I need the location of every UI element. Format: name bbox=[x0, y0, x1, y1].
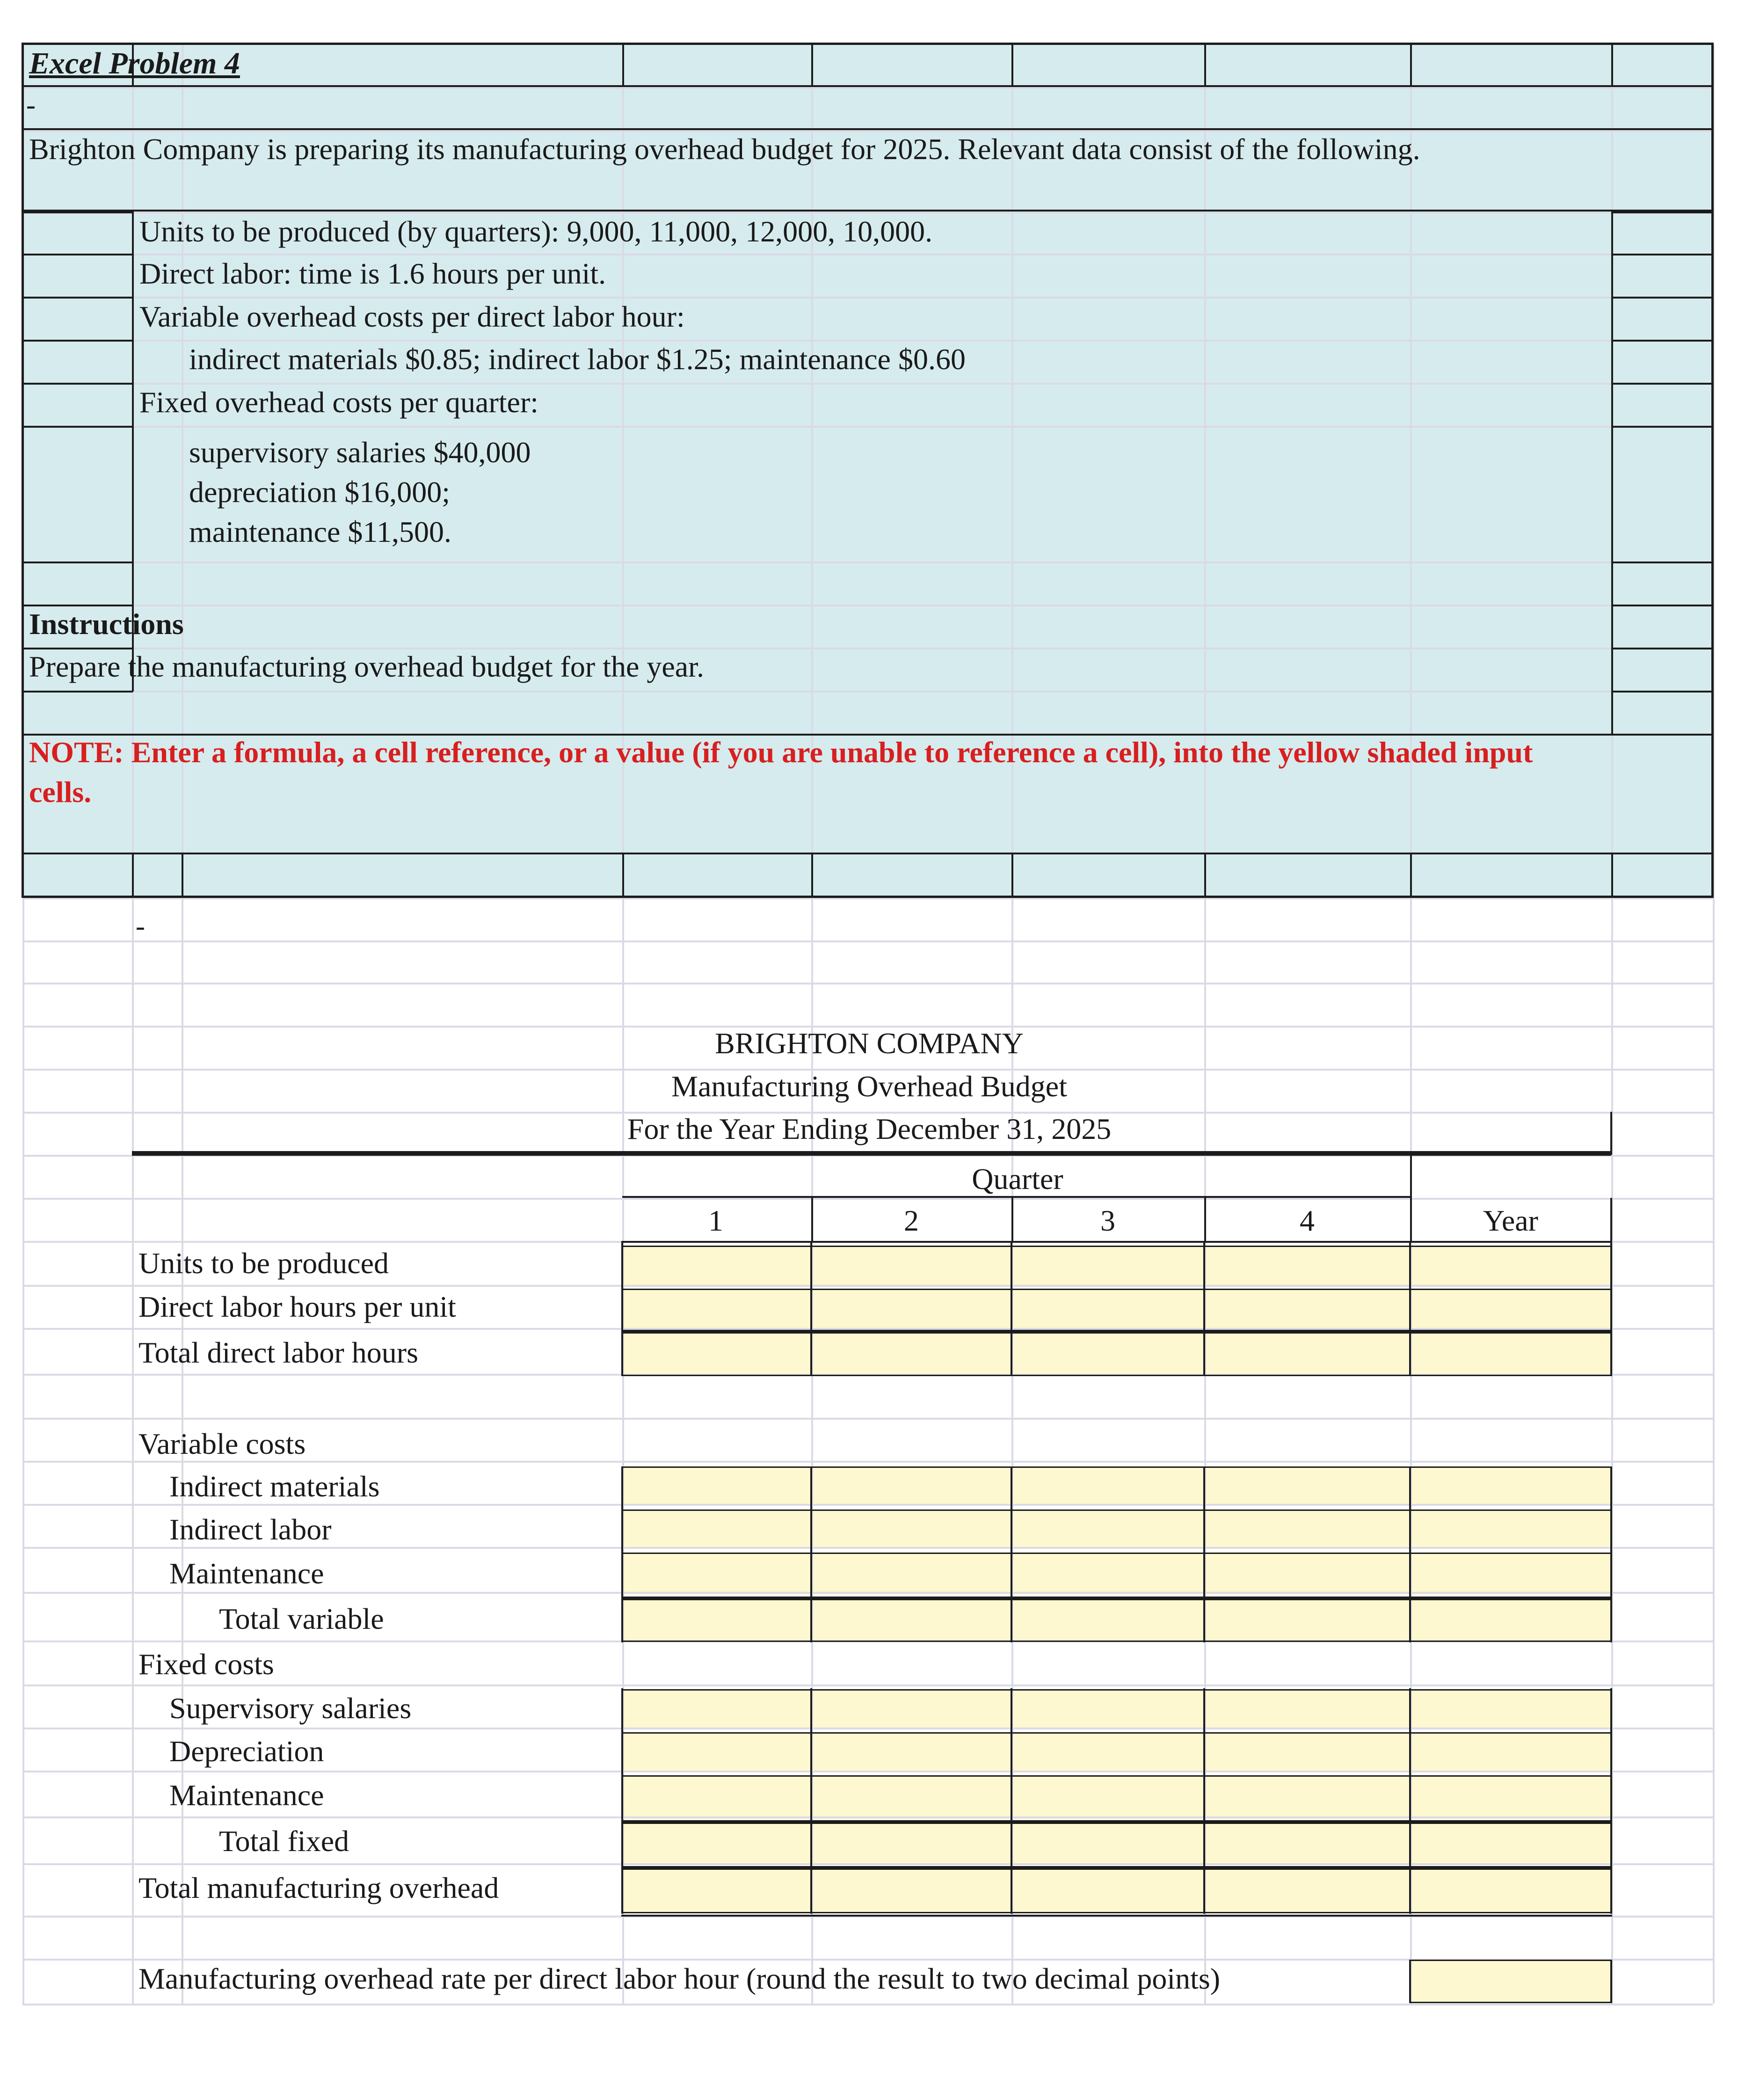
input-col-border bbox=[621, 1688, 623, 1914]
input-row-border bbox=[621, 1509, 1612, 1511]
header-cell-border bbox=[1410, 43, 1412, 86]
row-label-supervisory-salaries: Supervisory salaries bbox=[169, 1692, 412, 1725]
grid-row-line bbox=[22, 983, 1713, 984]
grid-row-line bbox=[22, 605, 1713, 606]
grid-row-line bbox=[22, 1592, 1713, 1594]
input-col-border bbox=[1409, 1688, 1411, 1914]
header-cell-border bbox=[182, 853, 183, 897]
grid-row-line bbox=[22, 383, 1713, 385]
input-cell-maintenance-variable-q4[interactable] bbox=[1204, 1553, 1410, 1595]
column-header-q4: 4 bbox=[1300, 1204, 1315, 1237]
right-box-divider bbox=[1611, 211, 1613, 735]
input-col-border bbox=[1610, 1241, 1612, 1376]
column-header-year: Year bbox=[1483, 1204, 1538, 1237]
header-cell-border bbox=[1204, 853, 1206, 897]
input-cell-units-q3[interactable] bbox=[1011, 1247, 1204, 1285]
grid-row-line bbox=[22, 1504, 1713, 1506]
right-box-line bbox=[1611, 383, 1713, 385]
grid-row-line bbox=[22, 561, 1713, 563]
rate-cell-border bbox=[1409, 1960, 1411, 2003]
title-right-border bbox=[1610, 1112, 1612, 1155]
input-row-border bbox=[621, 1775, 1612, 1777]
data-box-line bbox=[22, 383, 133, 385]
input-cell-total-dlh-q2[interactable] bbox=[811, 1333, 1011, 1376]
subtotal-border bbox=[621, 1866, 1612, 1870]
data-box-line bbox=[22, 297, 133, 299]
data-direct-labor: Direct labor: time is 1.6 hours per unit. bbox=[139, 257, 606, 290]
column-header-q2: 2 bbox=[904, 1204, 919, 1237]
input-col-border bbox=[1203, 1688, 1205, 1914]
right-box-line bbox=[1611, 211, 1713, 213]
data-units: Units to be produced (by quarters): 9,000, 11,000, 12,000, 10,000. bbox=[139, 215, 933, 248]
input-cell-total-overhead-q1[interactable] bbox=[622, 1869, 811, 1913]
data-variable-rates: indirect materials $0.85; indirect labor $1.25; maintenance $0.60 bbox=[189, 343, 966, 376]
input-col-border bbox=[1610, 1688, 1612, 1914]
grid-row-line bbox=[22, 426, 1713, 428]
input-cell-total-variable-year[interactable] bbox=[1410, 1599, 1611, 1641]
data-fixed-depreciation: depreciation $16,000; bbox=[189, 475, 451, 509]
input-cell-maintenance-variable-year[interactable] bbox=[1410, 1553, 1611, 1595]
panel-border bbox=[22, 210, 1713, 211]
column-header-q1: 1 bbox=[708, 1204, 723, 1237]
row-label-total-overhead: Total manufacturing overhead bbox=[138, 1871, 499, 1904]
input-cell-total-variable-q3[interactable] bbox=[1011, 1599, 1204, 1641]
row-label-maintenance-variable: Maintenance bbox=[169, 1557, 324, 1590]
input-row-border bbox=[621, 1641, 1612, 1642]
data-box-line bbox=[22, 254, 133, 255]
grid-row-line bbox=[22, 2004, 1713, 2005]
grid-row-line bbox=[22, 340, 1713, 342]
grid-row-line bbox=[22, 297, 1713, 299]
subtotal-border bbox=[621, 1330, 1612, 1334]
input-cell-units-q1[interactable] bbox=[622, 1247, 811, 1285]
input-cell-indirect-labor-year[interactable] bbox=[1410, 1510, 1611, 1549]
row-label-fixed-costs: Fixed costs bbox=[138, 1648, 274, 1681]
note-line-1: NOTE: Enter a formula, a cell reference, or a value (if you are unable to reference a cell), into the yellow shaded input bbox=[29, 736, 1533, 769]
panel-border-top bbox=[22, 43, 1713, 45]
row-label-units: Units to be produced bbox=[138, 1247, 389, 1280]
row-label-total-dlh: Total direct labor hours bbox=[138, 1336, 418, 1369]
right-box-line bbox=[1611, 561, 1713, 563]
header-cell-border bbox=[622, 43, 624, 86]
input-col-border bbox=[1011, 1688, 1012, 1914]
data-box-line bbox=[22, 211, 133, 213]
data-fixed-maintenance: maintenance $11,500. bbox=[189, 515, 451, 548]
company-name: BRIGHTON COMPANY bbox=[715, 1027, 1024, 1060]
panel-border-bottom bbox=[22, 896, 1713, 898]
input-cell-total-dlh-year[interactable] bbox=[1410, 1333, 1611, 1376]
input-row-border bbox=[621, 1689, 1612, 1691]
input-cell-total-overhead-q2[interactable] bbox=[811, 1869, 1011, 1913]
subtotal-border bbox=[621, 1597, 1612, 1600]
input-cell-indirect-materials-q1[interactable] bbox=[622, 1467, 811, 1506]
budget-period: For the Year Ending December 31, 2025 bbox=[627, 1112, 1112, 1145]
header-cell-border bbox=[1410, 853, 1412, 897]
header-cell-border bbox=[811, 853, 813, 897]
row-dash: - bbox=[26, 89, 36, 120]
input-cell-maintenance-fixed-q1[interactable] bbox=[622, 1776, 811, 1819]
data-fixed-heading: Fixed overhead costs per quarter: bbox=[139, 386, 539, 419]
input-cell-total-dlh-q1[interactable] bbox=[622, 1333, 811, 1376]
input-cell-depreciation-q1[interactable] bbox=[622, 1733, 811, 1772]
input-cell-maintenance-fixed-q4[interactable] bbox=[1204, 1776, 1410, 1819]
input-cell-supervisory-salaries-q2[interactable] bbox=[811, 1690, 1011, 1728]
input-cell-maintenance-fixed-q2[interactable] bbox=[811, 1776, 1011, 1819]
input-cell-indirect-labor-q1[interactable] bbox=[622, 1510, 811, 1549]
input-col-border bbox=[1409, 1466, 1411, 1642]
input-cell-indirect-materials-q4[interactable] bbox=[1204, 1467, 1410, 1506]
grid-row-line bbox=[22, 1728, 1713, 1729]
grid-row-line bbox=[22, 254, 1713, 255]
right-box-line bbox=[1611, 691, 1713, 693]
grid-row-line bbox=[22, 1461, 1713, 1463]
row-label-variable-costs: Variable costs bbox=[138, 1427, 306, 1460]
input-col-border bbox=[1610, 1466, 1612, 1642]
input-cell-dlh-per-unit-q1[interactable] bbox=[622, 1290, 811, 1328]
input-cell-supervisory-salaries-q4[interactable] bbox=[1204, 1690, 1410, 1728]
row-dash-2: - bbox=[136, 911, 145, 941]
input-cell-units-q2[interactable] bbox=[811, 1247, 1011, 1285]
input-cell-dlh-per-unit-year[interactable] bbox=[1410, 1290, 1611, 1328]
budget-title: Manufacturing Overhead Budget bbox=[671, 1070, 1067, 1103]
input-col-border bbox=[1011, 1241, 1012, 1376]
input-cell-supervisory-salaries-year[interactable] bbox=[1410, 1690, 1611, 1728]
right-box-line bbox=[1611, 297, 1713, 299]
input-cell-maintenance-fixed-year[interactable] bbox=[1410, 1776, 1611, 1819]
instr-box-line bbox=[22, 691, 133, 693]
row-label-maintenance-fixed: Maintenance bbox=[169, 1779, 324, 1812]
input-col-border bbox=[621, 1241, 623, 1376]
header-cell-border bbox=[1204, 43, 1206, 86]
data-box-divider bbox=[132, 211, 134, 562]
input-row-border bbox=[621, 1466, 1612, 1468]
input-col-border bbox=[621, 1466, 623, 1642]
row-label-total-fixed: Total fixed bbox=[219, 1824, 349, 1858]
input-row-border bbox=[621, 1246, 1612, 1247]
grid-row-line bbox=[22, 691, 1713, 693]
input-cell-indirect-materials-q2[interactable] bbox=[811, 1467, 1011, 1506]
grid-row-line bbox=[22, 1418, 1713, 1420]
title-underline bbox=[132, 1151, 1611, 1156]
data-fixed-salaries: supervisory salaries $40,000 bbox=[189, 436, 531, 469]
grid-row-line bbox=[22, 1198, 1713, 1200]
overhead-rate-label: Manufacturing overhead rate per direct labor hour (round the result to two decimal points) bbox=[138, 1962, 1221, 1995]
right-box-line bbox=[1611, 426, 1713, 428]
panel-border-right bbox=[1711, 43, 1714, 898]
input-cell-dlh-per-unit-q3[interactable] bbox=[1011, 1290, 1204, 1328]
input-col-border bbox=[1409, 1241, 1411, 1376]
subtotal-border bbox=[621, 1820, 1612, 1824]
header-cell-border bbox=[1611, 853, 1613, 897]
input-col-border bbox=[1203, 1466, 1205, 1642]
input-col-border bbox=[810, 1466, 812, 1642]
right-box-line bbox=[1611, 254, 1713, 255]
input-cell-indirect-labor-q4[interactable] bbox=[1204, 1510, 1410, 1549]
grid-row-line bbox=[22, 1771, 1713, 1772]
grid-row-line bbox=[22, 1684, 1713, 1686]
column-header-q3: 3 bbox=[1100, 1204, 1115, 1237]
input-cell-maintenance-variable-q1[interactable] bbox=[622, 1553, 811, 1595]
problem-title: Excel Problem 4 bbox=[29, 46, 240, 80]
instructions-heading: Instructions bbox=[29, 607, 184, 641]
input-cell-maintenance-variable-q2[interactable] bbox=[811, 1553, 1011, 1595]
row-label-indirect-labor: Indirect labor bbox=[169, 1513, 332, 1546]
input-cell-indirect-labor-q3[interactable] bbox=[1011, 1510, 1204, 1549]
row-label-depreciation: Depreciation bbox=[169, 1735, 324, 1768]
header-cell-border bbox=[622, 853, 624, 897]
instr-box-line bbox=[22, 605, 133, 606]
double-underline bbox=[621, 1915, 1612, 1917]
input-col-border bbox=[1011, 1466, 1012, 1642]
input-col-border bbox=[810, 1241, 812, 1376]
row-label-indirect-materials: Indirect materials bbox=[169, 1470, 380, 1503]
input-cell-maintenance-variable-q3[interactable] bbox=[1011, 1553, 1204, 1595]
input-cell-overhead-rate[interactable] bbox=[1410, 1961, 1611, 2002]
input-cell-total-variable-q4[interactable] bbox=[1204, 1599, 1410, 1641]
input-cell-supervisory-salaries-q3[interactable] bbox=[1011, 1690, 1204, 1728]
quarter-header: Quarter bbox=[972, 1162, 1063, 1196]
input-row-border bbox=[621, 1375, 1612, 1376]
grid-row-line bbox=[22, 1285, 1713, 1287]
rate-cell-border bbox=[1409, 1960, 1612, 1961]
input-cell-total-variable-q1[interactable] bbox=[622, 1599, 811, 1641]
instructions-text: Prepare the manufacturing overhead budget for the year. bbox=[29, 650, 704, 683]
right-box-line bbox=[1611, 340, 1713, 342]
input-col-border bbox=[1203, 1241, 1205, 1376]
input-cell-total-fixed-q1[interactable] bbox=[622, 1823, 811, 1864]
input-cell-units-year[interactable] bbox=[1410, 1247, 1611, 1285]
input-row-border bbox=[621, 1289, 1612, 1290]
input-row-border bbox=[621, 1912, 1612, 1913]
rate-cell-border bbox=[1409, 2002, 1612, 2003]
input-cell-indirect-materials-q3[interactable] bbox=[1011, 1467, 1204, 1506]
grid-row-line bbox=[22, 87, 1713, 89]
header-cell-border bbox=[1611, 43, 1613, 86]
row-label-dlh-per-unit: Direct labor hours per unit bbox=[138, 1290, 456, 1323]
header-cell-border bbox=[132, 853, 134, 897]
input-cell-total-fixed-q3[interactable] bbox=[1011, 1823, 1204, 1864]
data-variable-heading: Variable overhead costs per direct labor hour: bbox=[139, 300, 685, 333]
input-cell-dlh-per-unit-q2[interactable] bbox=[811, 1290, 1011, 1328]
input-cell-depreciation-year[interactable] bbox=[1410, 1733, 1611, 1772]
quarter-underline bbox=[622, 1196, 1412, 1198]
input-cell-total-dlh-q4[interactable] bbox=[1204, 1333, 1410, 1376]
input-cell-total-variable-q2[interactable] bbox=[811, 1599, 1011, 1641]
data-box-line bbox=[22, 561, 133, 563]
panel-border bbox=[22, 853, 1713, 854]
input-cell-total-overhead-q3[interactable] bbox=[1011, 1869, 1204, 1913]
input-row-border bbox=[621, 1732, 1612, 1734]
header-cell-border bbox=[811, 43, 813, 86]
input-row-border bbox=[621, 1553, 1612, 1554]
right-box-line bbox=[1611, 648, 1713, 649]
input-cell-depreciation-q2[interactable] bbox=[811, 1733, 1011, 1772]
input-cell-dlh-per-unit-q4[interactable] bbox=[1204, 1290, 1410, 1328]
input-cell-total-fixed-q2[interactable] bbox=[811, 1823, 1011, 1864]
panel-border-left bbox=[22, 43, 24, 898]
grid-row-line bbox=[22, 941, 1713, 942]
input-cell-total-fixed-year[interactable] bbox=[1410, 1823, 1611, 1864]
input-cell-indirect-materials-year[interactable] bbox=[1410, 1467, 1611, 1506]
input-col-border bbox=[810, 1688, 812, 1914]
data-box-line bbox=[22, 340, 133, 342]
input-cell-total-overhead-year[interactable] bbox=[1410, 1869, 1611, 1913]
grid-row-line bbox=[22, 1816, 1713, 1818]
header-cell-border bbox=[1011, 43, 1013, 86]
input-cell-total-dlh-q3[interactable] bbox=[1011, 1333, 1204, 1376]
header-cell-border bbox=[1011, 853, 1013, 897]
panel-border bbox=[22, 85, 1713, 87]
input-cell-depreciation-q4[interactable] bbox=[1204, 1733, 1410, 1772]
input-cell-units-q4[interactable] bbox=[1204, 1247, 1410, 1285]
input-cell-depreciation-q3[interactable] bbox=[1011, 1733, 1204, 1772]
rate-cell-border bbox=[1610, 1960, 1612, 2003]
input-cell-indirect-labor-q2[interactable] bbox=[811, 1510, 1011, 1549]
grid-row-line bbox=[22, 1863, 1713, 1865]
right-box-line bbox=[1611, 605, 1713, 606]
column-header-underline bbox=[622, 1241, 1611, 1243]
input-cell-supervisory-salaries-q1[interactable] bbox=[622, 1690, 811, 1728]
grid-row-line bbox=[22, 211, 1713, 213]
grid-row-line bbox=[22, 1547, 1713, 1549]
problem-intro: Brighton Company is preparing its manufacturing overhead budget for 2025. Relevant data consist of the following. bbox=[29, 132, 1420, 166]
input-cell-maintenance-fixed-q3[interactable] bbox=[1011, 1776, 1204, 1819]
data-box-line bbox=[22, 426, 133, 428]
note-line-2: cells. bbox=[29, 775, 92, 809]
row-label-total-variable: Total variable bbox=[219, 1602, 384, 1635]
panel-border bbox=[22, 128, 1713, 130]
input-cell-total-fixed-q4[interactable] bbox=[1204, 1823, 1410, 1864]
input-cell-total-overhead-q4[interactable] bbox=[1204, 1869, 1410, 1913]
